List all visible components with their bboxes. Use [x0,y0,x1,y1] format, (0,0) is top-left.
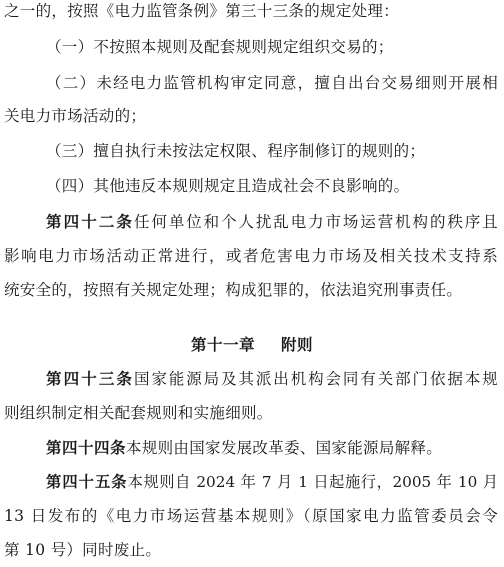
list-item-2-cont: 关电力市场活动的； [4,107,147,125]
chapter-number: 第十一章 [190,336,255,354]
article-45-line-1 [46,471,498,493]
paragraph-line: 之一的，按照《电力监管条例》第三十三条的规定处理： [4,2,400,20]
article-45-line-3: 第 10 号）同时废止。 [4,541,162,559]
article-42-text: 任何单位和个人扰乱电力市场运营机构的秩序且 [134,213,498,231]
chapter-title: 附则 [281,336,314,354]
article-43-line-1 [46,368,498,390]
list-item-2: （二）未经电力监管机构审定同意，擅自出台交易细则开展相 [46,74,498,92]
article-43-line-2: 则组织制定相关配套规则和实施细则。 [4,404,273,422]
article-42-label: 第四十二条 [46,213,135,231]
article-43-text: 国家能源局及其派出机构会同有关部门依据本规 [134,370,498,388]
article-42-line-2: 影响电力市场活动正常进行，或者危害电力市场及相关技术支持系 [4,247,498,265]
list-item-3: （三）擅自执行未按法定权限、程序制修订的规则的； [46,142,426,160]
article-42-line-1 [46,211,498,233]
article-45-label: 第四十五条 [46,473,128,491]
article-44-line-1 [46,437,498,459]
article-45-line-2: 13 日发布的《电力市场运营基本规则》（原国家电力监管委员会令 [4,507,498,525]
article-44-text: 本规则由国家发展改革委、国家能源局解释。 [126,439,443,457]
article-45-text: 本规则自 2024 年 7 月 1 日起施行，2005 年 10 月 [127,473,498,491]
article-42-line-3: 统安全的，按照有关规定处理；构成犯罪的，依法追究刑事责任。 [4,281,463,299]
list-item-1: （一）不按照本规则及配套规则规定组织交易的； [46,38,394,56]
article-43-label: 第四十三条 [46,370,135,388]
chapter-heading [0,334,504,356]
article-44-label: 第四十四条 [46,439,127,457]
list-item-4: （四）其他违反本规则规定且造成社会不良影响的。 [46,177,410,195]
